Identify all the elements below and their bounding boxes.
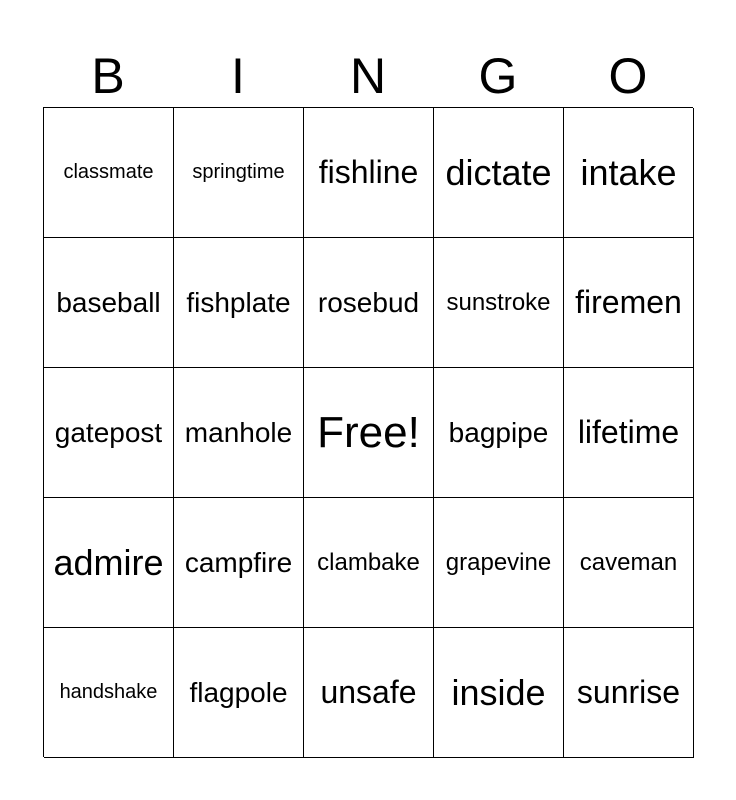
bingo-cell[interactable]: dictate: [434, 108, 564, 238]
bingo-cell[interactable]: campfire: [174, 498, 304, 628]
bingo-cell[interactable]: sunrise: [564, 628, 694, 758]
bingo-cell[interactable]: fishplate: [174, 238, 304, 368]
bingo-cell[interactable]: sunstroke: [434, 238, 564, 368]
bingo-cell[interactable]: admire: [44, 498, 174, 628]
bingo-cell[interactable]: inside: [434, 628, 564, 758]
header-letter-o: O: [608, 48, 648, 104]
bingo-cell[interactable]: gatepost: [44, 368, 174, 498]
free-space-cell[interactable]: Free!: [304, 368, 434, 498]
bingo-header: [43, 46, 693, 106]
bingo-cell[interactable]: fishline: [304, 108, 434, 238]
bingo-cell[interactable]: rosebud: [304, 238, 434, 368]
header-letter-g: G: [478, 48, 518, 104]
bingo-cell[interactable]: grapevine: [434, 498, 564, 628]
bingo-cell[interactable]: clambake: [304, 498, 434, 628]
bingo-cell[interactable]: lifetime: [564, 368, 694, 498]
bingo-cell[interactable]: firemen: [564, 238, 694, 368]
bingo-cell[interactable]: handshake: [44, 628, 174, 758]
bingo-cell[interactable]: classmate: [44, 108, 174, 238]
header-letter-b: B: [91, 48, 125, 104]
bingo-cell[interactable]: caveman: [564, 498, 694, 628]
bingo-cell[interactable]: bagpipe: [434, 368, 564, 498]
bingo-grid: [43, 107, 693, 757]
bingo-cell[interactable]: unsafe: [304, 628, 434, 758]
bingo-cell[interactable]: intake: [564, 108, 694, 238]
bingo-cell[interactable]: manhole: [174, 368, 304, 498]
bingo-cell[interactable]: flagpole: [174, 628, 304, 758]
header-letter-i: I: [231, 48, 245, 104]
bingo-cell[interactable]: baseball: [44, 238, 174, 368]
header-letter-n: N: [349, 48, 387, 104]
bingo-cell[interactable]: springtime: [174, 108, 304, 238]
